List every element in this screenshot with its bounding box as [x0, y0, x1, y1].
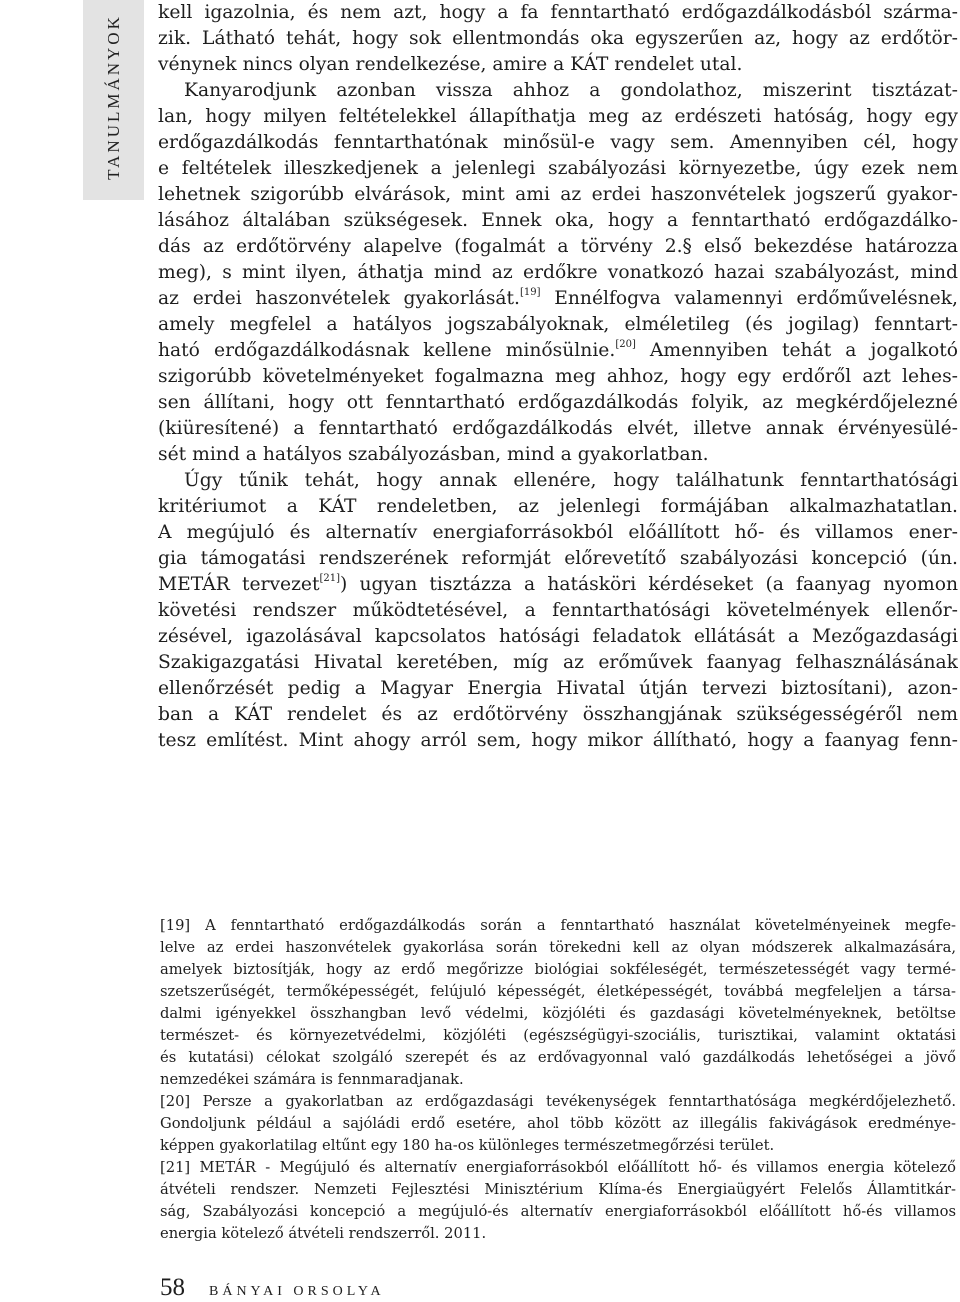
text-line: Szakigazgatási Hivatal keretében, míg az erőművek faanyag felhasználásának: [158, 652, 958, 673]
footnote-line: képpen gyakorlatilag eltűnt egy 180 ha-os különleges természetmegőrzési terület.: [160, 1137, 775, 1154]
footnote-20: [160, 1091, 956, 1157]
paragraph-2: [158, 78, 958, 468]
footnote-ref-21[interactable]: [21]: [319, 573, 341, 584]
footnote-21: [160, 1157, 956, 1245]
text-line: [158, 286, 958, 312]
text-line: gia támogatási rendszerének reformját előrevetítő szabályozási koncepció (ún.: [158, 548, 958, 569]
paragraph-3: [158, 468, 958, 754]
text-line: kell igazolnia, és nem azt, hogy a fa fenntartható erdőgazdálkodásból szárma-: [158, 2, 958, 23]
footnote-line: lelve az erdei haszonvételek gyakorlása során törekedni kell az olyan módszerek alkalmazására,: [160, 939, 956, 956]
footnote-line: Gondoljunk például a sajóládi erdő esetére, ahol több között az illegális fakivágások eredménye-: [160, 1115, 956, 1132]
main-text: [158, 0, 958, 754]
text-line: zésével, igazolásával kapcsolatos hatósági feladatok ellátását a Mezőgazdasági: [158, 626, 958, 647]
text-segment: METÁR tervezet: [158, 574, 320, 595]
footnote-line: szetszerűségét, termőképességét, felújuló képességét, életképességét, továbbá megfeleljen a társa-: [160, 983, 956, 1000]
text-line: meg), s mint ilyen, áthatja mind az erdőkre vonatkozó hazai szabályozást, mind: [158, 262, 958, 283]
text-line: vénynek nincs olyan rendelkezése, amire a KÁT rendelet utal.: [158, 54, 743, 75]
text-line: ban a KÁT rendelet és az erdőtörvény összhangjának szükségességéről nem: [158, 704, 958, 725]
text-line: (kiüresítené) a fenntartható erdőgazdálkodás elvét, illetve annak érvényesülé-: [158, 418, 958, 439]
footnote-line: dalmi igényekkel összhangban levő védelmi, közjóléti és gazdasági követelményeknek, betöltse: [160, 1005, 956, 1022]
author-name: BÁNYAI ORSOLYA: [209, 1284, 385, 1299]
footnote-line: [21] METÁR - Megújuló és alternatív energiaforrásokból előállított hő- és villamos energia kötelező: [160, 1159, 956, 1176]
footnote-line: átvételi rendszer. Nemzeti Fejlesztési Minisztérium Klíma-és Energiaügyért Felelős Államtitkár-: [160, 1181, 956, 1198]
footnote-line: [19] A fenntartható erdőgazdálkodás során a fenntartható használat követelményeinek megfe-: [160, 917, 956, 934]
footnote-line: [20] Persze a gyakorlatban az erdőgazdasági tevékenységek fenntarthatósága megkérdőjelezhető.: [160, 1093, 956, 1110]
text-line: amely megfelel a hatályos jogszabályoknak, elméletileg (és jogilag) fenntart-: [158, 314, 958, 335]
text-line: e feltételek illeszkedjenek a jelenlegi szabályozási környezetbe, úgy ezek nem: [158, 158, 958, 179]
text-segment: ható erdőgazdálkodásnak kellene minősülnie.: [158, 340, 616, 361]
footnote-ref-19[interactable]: [19]: [520, 287, 541, 298]
section-tab: [83, 0, 144, 200]
footnote-line: energia kötelező átvételi rendszerről. 2011.: [160, 1225, 487, 1242]
footnote-ref-20[interactable]: [20]: [615, 339, 636, 350]
text-line: erdőgazdálkodás fenntarthatónak minősül-e vagy sem. Amennyiben cél, hogy: [158, 132, 958, 153]
text-line: A megújuló és alternatív energiaforrásokból előállított hő- és villamos ener-: [158, 522, 958, 543]
text-line: követési rendszer működtetésével, a fenntarthatósági követelmények ellenőr-: [158, 600, 958, 621]
page-footer: [160, 1274, 385, 1302]
footnote-line: természet- és környezetvédelmi, közjóléti (egészségügyi-szociális, turisztikai, valamint oktatási: [160, 1027, 956, 1044]
text-line: Kanyarodjunk azonban vissza ahhoz a gondolathoz, miszerint tisztázat-: [184, 80, 958, 101]
text-segment: az erdei haszonvételek gyakorlását.: [158, 288, 520, 309]
text-line: lan, hogy milyen feltételekkel állapíthatja meg az erdészeti hatóság, hogy egy: [158, 106, 958, 127]
footnote-line: nemzedékei számára is fennmaradjanak.: [160, 1071, 464, 1088]
text-line: [158, 338, 958, 364]
page-number: 58: [160, 1274, 185, 1301]
text-line: lehetnek szigorúbb elvárások, mint ami az erdei haszonvételek jogszerű gyakor-: [158, 184, 958, 205]
footnote-line: amelyek biztosítják, hogy az erdő megőrizze biológiai sokféleségét, természetességét vagy termé-: [160, 961, 956, 978]
footnotes: [160, 915, 956, 1245]
text-line: sét mind a hatályos szabályozásban, mind a gyakorlatban.: [158, 444, 709, 465]
text-line: lásához általában szükségesek. Ennek oka, hogy a fenntartható erdőgazdálko-: [158, 210, 958, 231]
text-line: kritériumot a KÁT rendeletben, az jelenlegi formájában alkalmazhatatlan.: [158, 496, 958, 517]
text-segment: Amennyiben tehát a jogalkotó: [635, 340, 958, 361]
text-line: szigorúbb követelményeket fogalmazna meg ahhoz, hogy egy erdőről azt lehes-: [158, 366, 958, 387]
paragraph-1: [158, 0, 958, 78]
text-line: [158, 572, 958, 598]
text-segment: ) ugyan tisztázza a hatásköri kérdéseket (a faanyag nyomon: [340, 574, 958, 595]
footnote-19: [160, 915, 956, 1091]
text-line: zik. Látható tehát, hogy sok ellentmondás oka egyszerűen az, hogy az erdőtör-: [158, 28, 958, 49]
text-line: tesz említést. Mint ahogy arról sem, hogy mikor állítható, hogy a faanyag fenn-: [158, 730, 958, 751]
text-segment: Ennélfogva valamennyi erdőművelésnek,: [540, 288, 958, 309]
text-line: sen állítani, hogy ott fenntartható erdőgazdálkodás folyik, az megkérdőjelezné: [158, 392, 958, 413]
text-line: dás az erdőtörvény alapelve (fogalmát a törvény 2.§ első bekezdése határozza: [158, 236, 958, 257]
text-line: ellenőrzését pedig a Magyar Energia Hivatal útján tervezi biztosítani), azon-: [158, 678, 958, 699]
text-line: Úgy tűnik tehát, hogy annak ellenére, hogy találhatunk fenntarthatósági: [184, 470, 958, 491]
footnote-line: ság, Szabályozási koncepció a megújuló-és alternatív energiaforrásokból előállított hő-és villamos: [160, 1203, 956, 1220]
footnote-line: és kutatási) célokat szolgáló szerepét és az erdővagyonnal való gazdálkodás lehetőségei a jövő: [160, 1049, 956, 1066]
section-label: TANULMÁNYOK: [103, 14, 123, 180]
